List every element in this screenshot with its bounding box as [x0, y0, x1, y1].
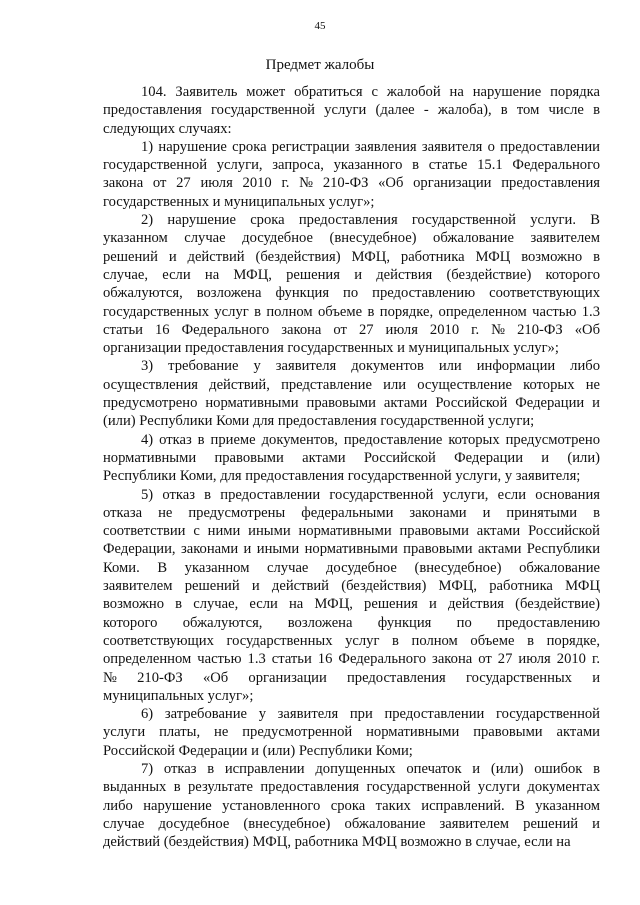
text-line	[103, 687, 600, 705]
line-text: организации предоставления государственных и муниципальных услуг»;	[103, 340, 559, 357]
text-line	[103, 595, 600, 613]
text-line	[103, 266, 600, 284]
text-line	[103, 559, 600, 577]
line-text: Федерации, законами и иными нормативными правовыми актами Республики	[103, 541, 600, 558]
line-text: Российской Федерации и (или) Республики Коми;	[103, 742, 413, 759]
paragraph-3	[103, 357, 600, 430]
line-text: 2) нарушение срока предоставления государственной услуги. В	[141, 212, 600, 229]
text-line	[103, 742, 600, 760]
paragraph-104	[103, 83, 600, 138]
line-text: Республики Коми, для предоставления государственной услуги, у заявителя;	[103, 468, 581, 485]
text-line	[103, 522, 600, 540]
text-line	[103, 486, 600, 504]
page-number: 45	[314, 20, 326, 32]
line-text: нормативными правовыми актами Российской Федерации и (или)	[103, 449, 600, 466]
document-body	[103, 83, 600, 851]
paragraph-4	[103, 431, 600, 486]
text-line	[103, 284, 600, 302]
text-line	[103, 577, 600, 595]
line-text: следующих случаях:	[103, 120, 232, 137]
line-text: 7) отказ в исправлении допущенных опечаток и (или) ошибок в	[141, 760, 600, 777]
text-line	[103, 431, 600, 449]
line-text: решений и действий (бездействия) МФЦ, работника МФЦ возможно в	[103, 248, 600, 265]
text-line	[103, 193, 600, 211]
line-text: предоставления государственной услуги (далее - жалоба), в том числе в	[103, 102, 600, 119]
paragraph-5	[103, 486, 600, 706]
line-text: государственной услуги, запроса, указанного в статье 15.1 Федерального	[103, 157, 600, 174]
line-text: выданных в результате предоставления государственной услуги документах	[103, 779, 600, 796]
text-line	[103, 211, 600, 229]
text-line	[103, 540, 600, 558]
line-text: государственных и муниципальных услуг»;	[103, 193, 375, 210]
line-text: Коми. В указанном случае досудебное (внесудебное) обжалование	[103, 559, 600, 576]
text-line	[103, 833, 600, 851]
line-text: соответствующих государственных услуг в полном объеме в порядке,	[103, 632, 600, 649]
paragraph-2	[103, 211, 600, 357]
text-line	[103, 723, 600, 741]
text-line	[103, 467, 600, 485]
line-text: соответствии с ними иными нормативными правовыми актами Российской	[103, 523, 600, 540]
text-line	[103, 321, 600, 339]
text-line	[103, 303, 600, 321]
line-text: действий (бездействия) МФЦ, работника МФЦ возможно в случае, если на	[103, 834, 571, 851]
text-line	[103, 504, 600, 522]
text-line	[103, 101, 600, 119]
text-line	[103, 449, 600, 467]
line-text: закона от 27 июля 2010 г. № 210-ФЗ «Об организации предоставления	[103, 175, 600, 192]
line-text: заявителем решений и действий (бездействия) МФЦ, работника МФЦ	[103, 578, 600, 595]
text-line	[103, 669, 600, 687]
text-line	[103, 412, 600, 430]
line-text: статьи 16 Федерального закона от 27 июля 2010 г. № 210-ФЗ «Об	[103, 321, 600, 338]
text-line	[103, 705, 600, 723]
line-text: государственных услуг в полном объеме в порядке, определенном частью 1.3	[103, 303, 600, 320]
line-text: отказа не предусмотрены федеральными законами и принятыми в	[103, 504, 600, 521]
line-text: 104. Заявитель может обратиться с жалобой на нарушение порядка	[141, 84, 600, 100]
line-text: предусмотрено нормативными правовыми актами Российской Федерации и	[103, 395, 600, 412]
text-line	[103, 614, 600, 632]
paragraph-7	[103, 760, 600, 851]
line-text: (или) Республики Коми для предоставления государственной услуги;	[103, 413, 535, 430]
line-text: случае досудебное (внесудебное) обжалование заявителем решений и	[103, 815, 600, 832]
line-text: определенном частью 1.3 статьи 16 Федерального закона от 27 июля 2010 г.	[103, 651, 600, 668]
text-line	[103, 248, 600, 266]
line-text: указанном случае досудебное (внесудебное) обжалование заявителем	[103, 230, 600, 247]
line-text: случае, если на МФЦ, решения и действия (бездействие) которого	[103, 266, 600, 283]
line-text: услуги платы, не предусмотренной нормативными правовыми актами	[103, 724, 600, 741]
text-line	[103, 357, 600, 375]
section-title: Предмет жалобы	[265, 57, 375, 73]
line-text: 3) требование у заявителя документов или информации либо	[141, 358, 600, 375]
text-line	[103, 778, 600, 796]
line-text: № 210-ФЗ «Об организации предоставления государственных и	[103, 669, 600, 686]
text-line	[103, 650, 600, 668]
text-line	[103, 797, 600, 815]
paragraph-6	[103, 705, 600, 760]
text-line	[103, 138, 600, 156]
line-text: муниципальных услуг»;	[103, 687, 254, 704]
line-text: 6) затребование у заявителя при предоставлении государственной	[141, 706, 600, 723]
line-text: которого обжалуются, возложена функция по предоставлению	[103, 614, 600, 631]
line-text: 5) отказ в предоставлении государственной услуги, если основания	[141, 486, 600, 503]
text-line	[103, 156, 600, 174]
text-line	[103, 376, 600, 394]
line-text: 4) отказ в приеме документов, предоставление которых предусмотрено	[141, 431, 600, 448]
line-text: обжалуются, возложена функция по предоставлению соответствующих	[103, 285, 600, 302]
text-line	[103, 120, 600, 138]
text-line	[103, 815, 600, 833]
line-text: 1) нарушение срока регистрации заявления заявителя о предоставлении	[141, 138, 600, 155]
text-line	[103, 174, 600, 192]
text-line	[103, 83, 600, 101]
text-line	[103, 229, 600, 247]
paragraph-1	[103, 138, 600, 211]
text-line	[103, 339, 600, 357]
text-line	[103, 760, 600, 778]
line-text: осуществления действий, представление или осуществление которых не	[103, 376, 600, 393]
line-text: возможно в случае, если на МФЦ, решения и действия (бездействие)	[103, 596, 600, 613]
text-line	[103, 394, 600, 412]
text-line	[103, 632, 600, 650]
line-text: либо нарушение установленного срока таких исправлений. В указанном	[103, 797, 600, 814]
